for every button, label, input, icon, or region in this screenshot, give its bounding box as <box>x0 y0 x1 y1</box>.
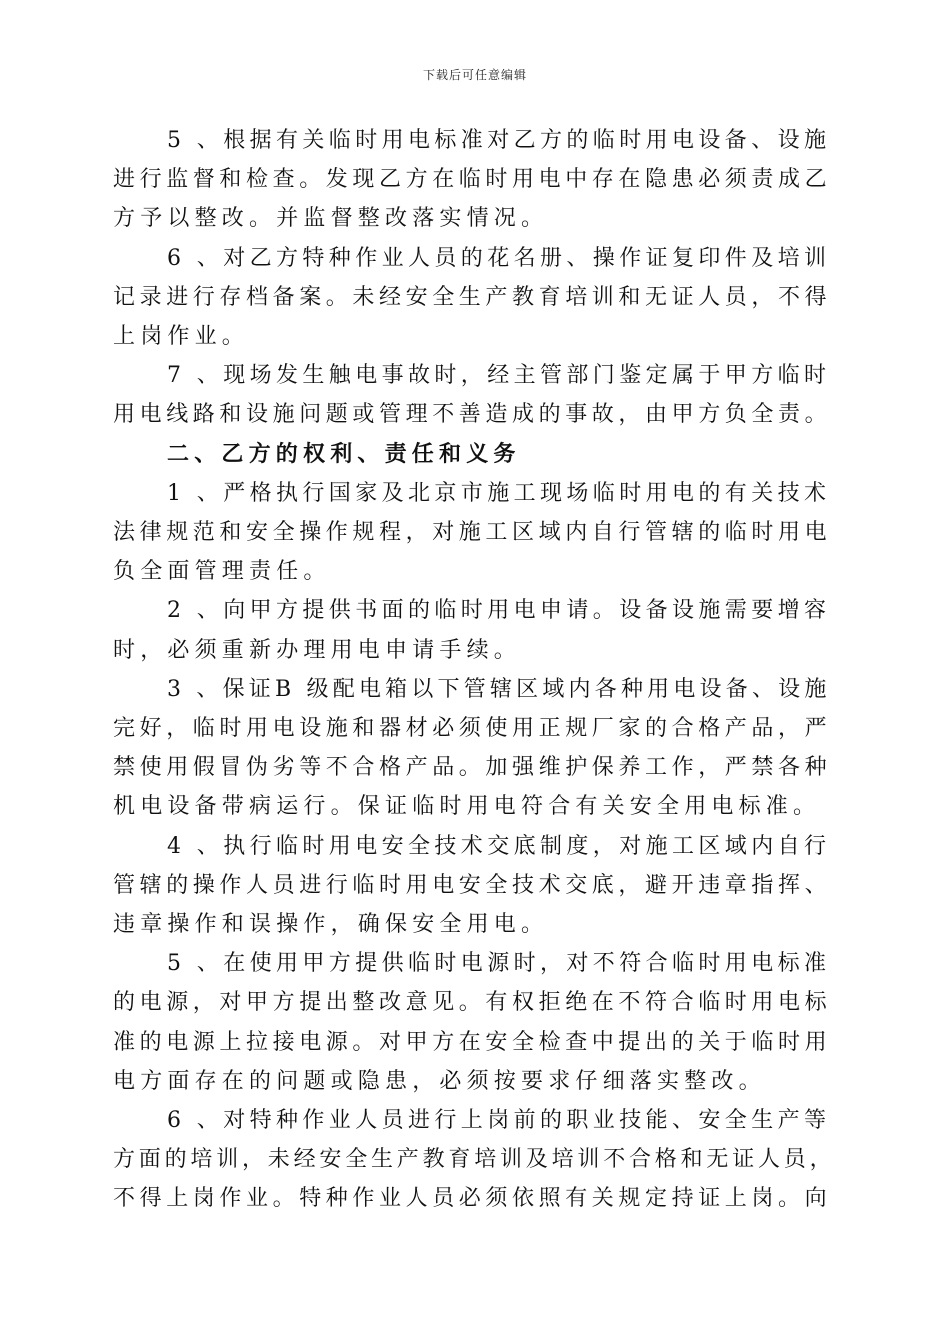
paragraph <box>113 591 835 669</box>
text-line: 时，必须重新办理用电申请手续。 <box>113 637 522 663</box>
text-line: 不得上岗作业。特种作业人员必须依照有关规定持证上岗。向 <box>113 1186 832 1212</box>
section-heading <box>113 435 835 474</box>
text-line: 5 、根据有关临时用电标准对乙方的临时用电设备、设施 <box>167 128 831 153</box>
text-line: 机电设备带病运行。保证临时用电符合有关安全用电标准。 <box>113 794 821 820</box>
paragraph <box>113 1101 835 1219</box>
heading-text: 二、乙方的权利、责任和义务 <box>167 440 521 467</box>
text-line: 6 、对乙方特种作业人员的花名册、操作证复印件及培训 <box>167 245 831 271</box>
text-line: 3 、保证B 级配电箱以下管辖区域内各种用电设备、设施 <box>167 676 831 702</box>
text-line: 4 、执行临时用电安全技术交底制度，对施工区域内自行 <box>167 833 831 859</box>
text-line: 法律规范和安全操作规程，对施工区域内自行管辖的临时用电 <box>113 520 832 546</box>
paragraph <box>113 944 835 1101</box>
text-line: 2 、向甲方提供书面的临时用电申请。设备设施需要增容 <box>167 598 831 624</box>
paragraph <box>113 474 835 592</box>
text-line: 方面的培训，未经安全生产教育培训及培训不合格和无证人员， <box>113 1147 836 1173</box>
text-line: 的电源，对甲方提出整改意见。有权拒绝在不符合临时用电标 <box>113 990 832 1016</box>
text-line: 负全面管理责任。 <box>113 559 331 585</box>
text-line: 记录进行存档备案。未经安全生产教育培训和无证人员，不得 <box>113 284 832 310</box>
text-line: 6 、对特种作业人员进行上岗前的职业技能、安全生产等 <box>167 1108 831 1134</box>
paragraph <box>113 356 835 434</box>
text-line: 完好，临时用电设施和器材必须使用正规厂家的合格产品，严 <box>113 716 832 742</box>
text-line: 准的电源上拉接电源。对甲方在安全检查中提出的关于临时用 <box>113 1029 832 1055</box>
text-line: 用电线路和设施问题或管理不善造成的事故，由甲方负全责。 <box>113 402 832 428</box>
text-line: 禁使用假冒伪劣等不合格产品。加强维护保养工作，严禁各种 <box>113 755 832 781</box>
text-line: 5 、在使用甲方提供临时电源时，对不符合临时用电标准 <box>167 951 831 977</box>
paragraph <box>113 827 835 945</box>
paragraph <box>113 121 835 239</box>
paragraph <box>113 670 835 827</box>
text-line: 进行监督和检查。发现乙方在临时用电中存在隐患必须责成乙 <box>113 167 832 193</box>
paragraph <box>113 239 835 357</box>
document-body <box>113 121 835 1219</box>
text-line: 上岗作业。 <box>113 324 250 350</box>
page-header: 下载后可任意编辑 <box>422 68 527 82</box>
text-line: 方予以整改。并监督整改落实情况。 <box>113 206 549 232</box>
text-line: 违章操作和误操作，确保安全用电。 <box>113 912 549 938</box>
text-line: 7 、现场发生触电事故时，经主管部门鉴定属于甲方临时 <box>167 363 831 389</box>
text-line: 管辖的操作人员进行临时用电安全技术交底，避开违章指挥、 <box>113 872 832 898</box>
text-line: 电方面存在的问题或隐患，必须按要求仔细落实整改。 <box>113 1068 766 1094</box>
text-line: 1 、严格执行国家及北京市施工现场临时用电的有关技术 <box>167 480 831 506</box>
